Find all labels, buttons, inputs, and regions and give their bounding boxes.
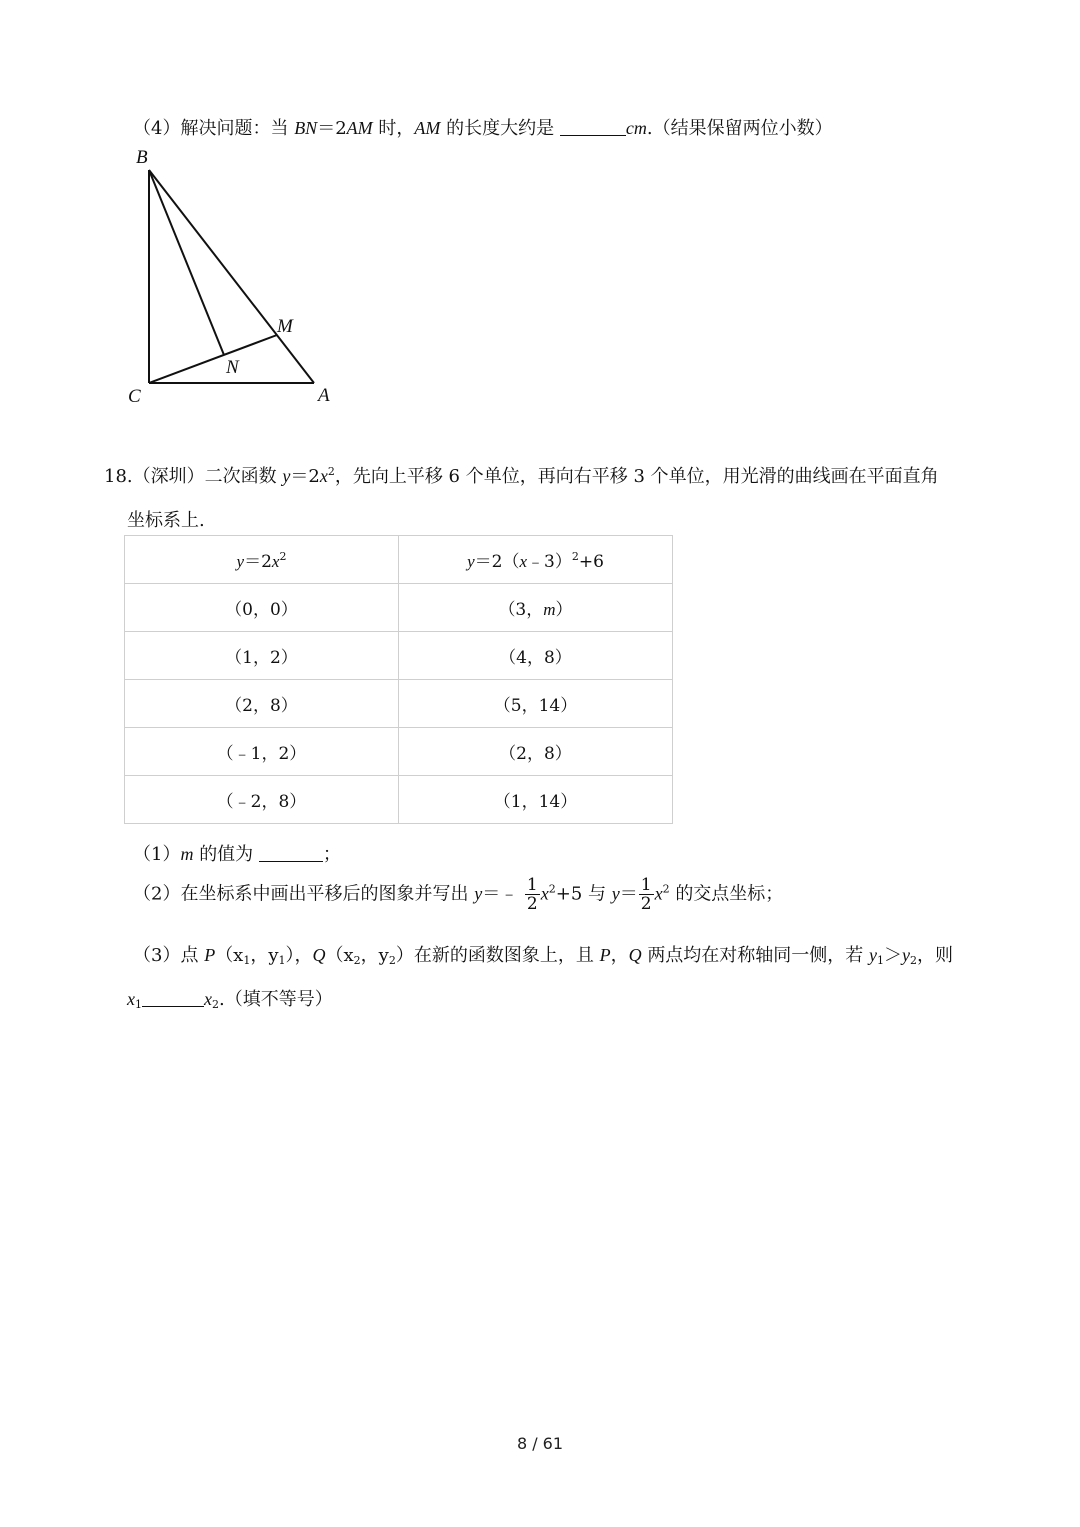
- fraction-den: 2: [526, 894, 538, 914]
- label-c: C: [128, 386, 141, 407]
- part3-mid2: 两点均在对称轴同一侧，若: [647, 945, 864, 966]
- q18-number: 18.（深圳）二次函数: [104, 466, 277, 487]
- table-row: [125, 584, 673, 632]
- table-cell: （4，8）: [399, 632, 673, 680]
- var-am-target: AM: [414, 118, 441, 138]
- table-cell: （2，8）: [399, 728, 673, 776]
- eq: ＝2: [317, 118, 347, 139]
- header-eq: ＝2: [244, 552, 272, 572]
- header-var-y: y: [467, 552, 475, 571]
- part2-eq: ＝﹣: [482, 883, 519, 905]
- part4-mid2: 的长度大约是: [446, 118, 555, 139]
- q18-func-x: x: [319, 466, 328, 486]
- q18-text2: 坐标系上.: [127, 510, 205, 531]
- q18-func-eq: ＝2: [290, 466, 320, 487]
- segment-bn: [149, 170, 224, 355]
- part3-sub: 2: [353, 954, 361, 967]
- unit-cm: cm: [625, 118, 647, 138]
- table-header: [125, 536, 399, 584]
- table-row: [125, 680, 673, 728]
- page-number: 8 / 61: [516, 1434, 564, 1453]
- table-cell: （1，2）: [125, 632, 399, 680]
- table-row: [125, 776, 673, 824]
- part2-var-x: x: [540, 883, 549, 904]
- table-cell: （2，8）: [125, 680, 399, 728]
- part1-prefix: （1）: [133, 844, 181, 865]
- header-rest: +6: [578, 552, 604, 572]
- q18-part3-line2: [127, 985, 333, 1011]
- part3-sub: 2: [212, 998, 219, 1011]
- header-mid: ﹣3）: [527, 552, 572, 572]
- table-cell: （1，14）: [399, 776, 673, 824]
- part2-plus: +5 与: [555, 883, 607, 905]
- part3-sub: 1: [278, 954, 286, 967]
- part3-sub: 1: [243, 954, 251, 967]
- part3-var-y2: y: [902, 945, 911, 965]
- part4-mid: 时，: [378, 118, 415, 139]
- header-var-x: x: [519, 552, 528, 571]
- part3-gt: ＞: [884, 945, 903, 966]
- part2-var-x2: x: [654, 883, 663, 904]
- header-exp: 2: [279, 550, 287, 563]
- q18-part3-line1: [133, 941, 953, 967]
- label-b: B: [136, 147, 148, 168]
- table-header-row: [125, 536, 673, 584]
- part3-q-open: （x: [325, 945, 354, 966]
- part3-sep: ，y: [250, 945, 279, 966]
- part3-sep: ，y: [360, 945, 389, 966]
- answer-blank-m[interactable]: [259, 845, 323, 862]
- fraction-num: 1: [640, 875, 652, 895]
- table-header: [399, 536, 673, 584]
- answer-blank-inequality[interactable]: [142, 990, 204, 1007]
- q18-part1: [133, 840, 341, 866]
- part2-var-y: y: [474, 883, 483, 904]
- part2-var-y2: y: [611, 883, 620, 904]
- part1-var-m: m: [180, 844, 194, 864]
- part3-sub: 2: [388, 954, 396, 967]
- q18-func-exp: 2: [327, 465, 335, 478]
- part4-suffix: .（结果保留两位小数）: [646, 118, 833, 139]
- part3-var-p2: P: [599, 945, 611, 965]
- var-bn: BN: [294, 118, 318, 138]
- segment-cm: [149, 335, 277, 383]
- fraction-den: 2: [640, 894, 652, 914]
- q18-func-y: y: [282, 466, 291, 486]
- header-eq: ＝2（: [474, 552, 520, 572]
- part3-var-q: Q: [312, 945, 326, 965]
- header-exp: 2: [571, 550, 579, 563]
- q18-line2: [127, 506, 205, 532]
- fraction-half: [639, 876, 654, 913]
- var-m: m: [543, 600, 556, 619]
- table-cell: （3，m）: [399, 584, 673, 632]
- fraction-half: [525, 876, 540, 913]
- q18-text: ，先向上平移 6 个单位，再向右平移 3 个单位，用光滑的曲线画在平面直角: [334, 466, 939, 487]
- part2-exp2: 2: [662, 882, 670, 896]
- header-var-x: x: [271, 552, 280, 571]
- table-cell: （0，0）: [125, 584, 399, 632]
- q18-part2: [133, 876, 783, 913]
- var-am: AM: [346, 118, 373, 138]
- part3-sub: 1: [135, 998, 142, 1011]
- part1-text: 的值为: [199, 844, 254, 865]
- part3-comma: ，: [610, 945, 629, 966]
- part2-exp: 2: [548, 882, 556, 896]
- part3-var-p: P: [204, 945, 216, 965]
- part3-sub: 2: [910, 954, 918, 967]
- part2-eq2: ＝: [619, 883, 638, 905]
- triangle-figure: [0, 0, 1080, 430]
- table-row: [125, 728, 673, 776]
- part4-prefix: （4）解决问题：当: [133, 118, 289, 139]
- part2-prefix: （2）在坐标系中画出平移后的图象并写出: [133, 883, 469, 905]
- label-n: N: [226, 357, 239, 378]
- label-m: M: [277, 316, 293, 337]
- part3-var-x1: x: [127, 989, 135, 1009]
- table-cell: （﹣2，8）: [125, 776, 399, 824]
- part3-then: ，则: [917, 945, 954, 966]
- part2-end: 的交点坐标；: [675, 883, 784, 905]
- part3-mid: ）在新的函数图象上，且: [395, 945, 594, 966]
- part3-prefix: （3）点: [133, 945, 199, 966]
- part3-var-x2: x: [204, 989, 212, 1009]
- table-row: [125, 632, 673, 680]
- label-a: A: [318, 385, 330, 406]
- part3-p-open: （x: [215, 945, 244, 966]
- values-table: [124, 535, 673, 824]
- fraction-num: 1: [526, 875, 538, 895]
- table-cell: （5，14）: [399, 680, 673, 728]
- part3-close: ），: [285, 945, 313, 966]
- q18-line1: [104, 462, 939, 488]
- part3-var-y1: y: [869, 945, 878, 965]
- header-var-y: y: [236, 552, 245, 571]
- part3-var-q2: Q: [628, 945, 642, 965]
- part1-end: ；: [322, 844, 341, 865]
- part3-end: .（填不等号）: [219, 989, 333, 1010]
- part3-sub: 1: [877, 954, 885, 967]
- table-cell: （﹣1，2）: [125, 728, 399, 776]
